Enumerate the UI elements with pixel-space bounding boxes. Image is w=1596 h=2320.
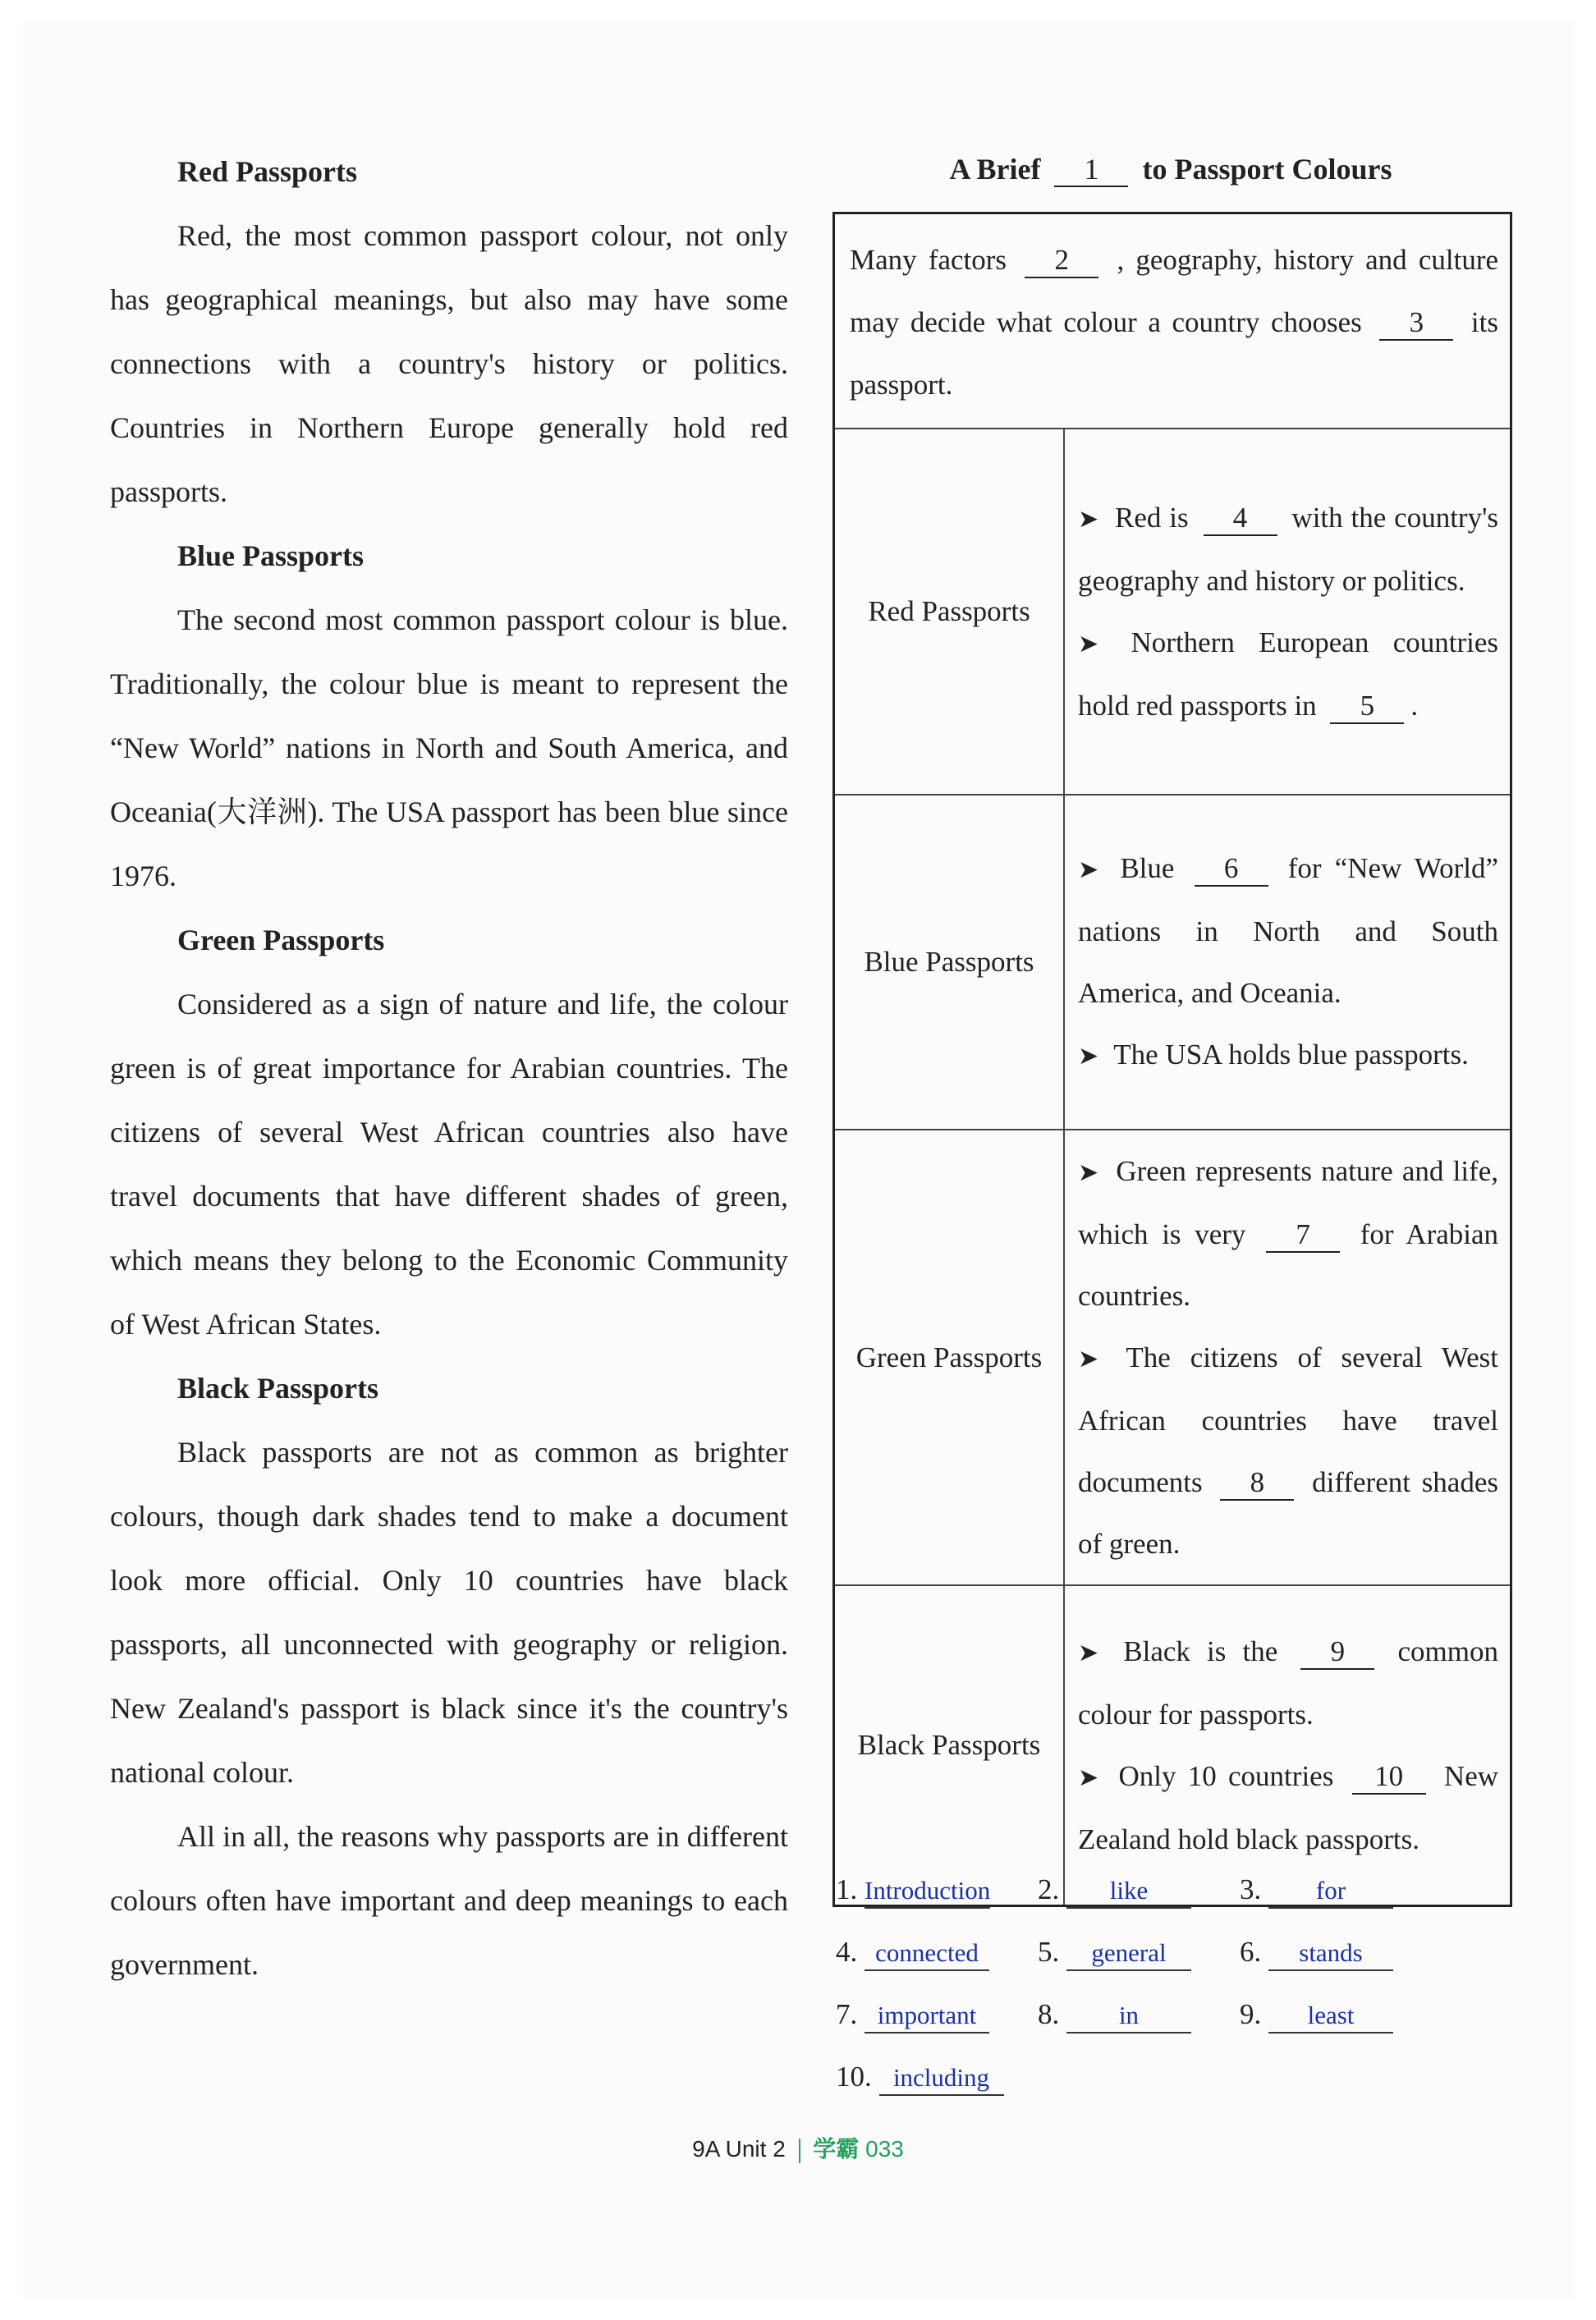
- footer-divider: [799, 2139, 800, 2163]
- intro-text-3: its passport.: [850, 306, 1498, 401]
- blank-1: 1: [1054, 153, 1128, 187]
- black-details: [1064, 1585, 1511, 1905]
- blank-3: 3: [1379, 306, 1453, 341]
- answer-item: [836, 2061, 1004, 2096]
- black-text-1a: Black is the: [1123, 1635, 1278, 1667]
- black-paragraph: Black passports are not as common as brighter colours, though dark shades tend to make a document look more official. Only 10 countries have black passports, all unconnected with geography or religion. New Zealand's passport is black since it's the country's national colour.: [110, 1436, 788, 1789]
- arrow-bullet-icon: ➤: [1078, 1043, 1099, 1070]
- green-point-2: [1078, 1327, 1498, 1575]
- answer-number: 2.: [1038, 1873, 1060, 1905]
- answer-item: [1240, 1873, 1393, 1909]
- answer-item: [1240, 1998, 1393, 2033]
- arrow-bullet-icon: ➤: [1078, 1346, 1099, 1373]
- answer-item: [836, 1998, 989, 2033]
- answer-row: [836, 1998, 1509, 2061]
- table-title-post: to Passport Colours: [1142, 153, 1392, 186]
- arrow-bullet-icon: ➤: [1078, 856, 1099, 883]
- green-text-1a: Green represents nature and life, which is very: [1078, 1155, 1498, 1250]
- blue-text-2: The USA holds blue passports.: [1113, 1038, 1469, 1071]
- arrow-bullet-icon: ➤: [1078, 1763, 1099, 1791]
- red-point-1: [1078, 487, 1498, 612]
- green-text-1b: for Arabian countries.: [1078, 1218, 1499, 1312]
- page-footer: [0, 2131, 1596, 2164]
- answer-item: [836, 1873, 990, 1909]
- blank-10: 10: [1352, 1760, 1426, 1795]
- answer-value: including: [879, 2061, 1004, 2096]
- green-section-title: Green Passports: [177, 924, 385, 956]
- green-text-2b: different shades of green.: [1078, 1466, 1499, 1560]
- conclusion-paragraph: All in all, the reasons why passports are in different colours often have important and deep meanings to each government.: [110, 1820, 788, 1981]
- black-label: Black Passports: [834, 1585, 1065, 1905]
- red-text-1a: Red is: [1115, 502, 1189, 534]
- red-text-2a: Northern European countries hold red passports in: [1078, 626, 1498, 722]
- answer-item: [1038, 1998, 1191, 2033]
- intro-text-1: Many factors: [850, 244, 1007, 276]
- answer-item: [836, 1936, 989, 1971]
- blank-8: 8: [1220, 1466, 1294, 1501]
- blue-section-title: Blue Passports: [177, 539, 365, 572]
- red-paragraph: Red, the most common passport colour, not only has geographical meanings, but also may have some connections with a country's history or politics. Countries in Northern Europe generally hold red passports.: [110, 219, 788, 508]
- blank-6: 6: [1195, 852, 1268, 887]
- blue-label: Blue Passports: [834, 795, 1065, 1130]
- blue-point-1: [1078, 837, 1498, 1024]
- answer-value: least: [1268, 1999, 1393, 2033]
- intro-cell: [834, 213, 1511, 429]
- blank-4: 4: [1204, 502, 1277, 536]
- answer-number: 10.: [836, 2061, 872, 2093]
- answer-number: 8.: [1038, 1998, 1060, 2030]
- answer-value: connected: [864, 1937, 989, 1971]
- answer-value: stands: [1268, 1937, 1393, 1971]
- red-text-1b: with the country's geography and history or politics.: [1078, 502, 1499, 597]
- answer-value: like: [1066, 1874, 1191, 1909]
- black-point-2: [1078, 1745, 1498, 1870]
- intro-text-2: , geography, history and culture may decide what colour a country chooses: [850, 244, 1499, 338]
- answer-key: [836, 1873, 1509, 2123]
- answer-value: for: [1268, 1874, 1393, 1909]
- black-text-2b: New Zealand hold black passports.: [1078, 1759, 1499, 1855]
- black-section-title: Black Passports: [177, 1372, 379, 1405]
- green-point-1: [1078, 1140, 1498, 1327]
- blank-2: 2: [1025, 244, 1098, 278]
- article-column: [110, 140, 788, 1997]
- footer-unit: 9A Unit 2: [692, 2136, 786, 2162]
- answer-number: 5.: [1038, 1936, 1060, 1968]
- answer-number: 6.: [1240, 1936, 1262, 1968]
- blue-text-1a: Blue: [1120, 852, 1175, 884]
- red-text-2b: .: [1410, 690, 1419, 722]
- blue-point-2: [1078, 1024, 1498, 1087]
- arrow-bullet-icon: ➤: [1078, 630, 1099, 658]
- arrow-bullet-icon: ➤: [1078, 1639, 1099, 1667]
- table-title-pre: A Brief: [949, 153, 1041, 186]
- answer-item: [1038, 1936, 1191, 1971]
- green-text-2a: The citizens of several West African countries have travel documents: [1078, 1341, 1498, 1498]
- green-details: [1064, 1130, 1511, 1585]
- red-details: [1064, 429, 1511, 795]
- black-text-2a: Only 10 countries: [1118, 1759, 1334, 1792]
- answer-row: [836, 1936, 1509, 1998]
- footer-brand: 学霸: [813, 2136, 860, 2162]
- arrow-bullet-icon: ➤: [1078, 1159, 1099, 1186]
- answer-value: important: [864, 1999, 989, 2033]
- passport-colours-table: [832, 212, 1512, 1907]
- blank-9: 9: [1300, 1635, 1374, 1670]
- answer-value: Introduction: [864, 1874, 990, 1909]
- blank-7: 7: [1266, 1218, 1340, 1253]
- answer-item: [1240, 1936, 1393, 1971]
- blue-row: [834, 795, 1511, 1130]
- answer-value: in: [1066, 1999, 1191, 2033]
- red-section-title: Red Passports: [177, 155, 358, 188]
- table-title: [831, 140, 1511, 199]
- black-row: [834, 1585, 1511, 1905]
- black-point-1: [1078, 1621, 1498, 1745]
- answer-value: general: [1066, 1937, 1191, 1971]
- answer-row: [836, 2061, 1509, 2123]
- arrow-bullet-icon: ➤: [1078, 506, 1099, 533]
- blue-paragraph: The second most common passport colour is blue. Traditionally, the colour blue is meant to represent the “New World” nations in North and South America, and Oceania(大洋洲). The USA passport has been blue since 1976.: [110, 603, 788, 892]
- green-row: [834, 1130, 1511, 1585]
- blue-details: [1064, 795, 1511, 1130]
- answer-number: 7.: [836, 1998, 858, 2030]
- answer-number: 1.: [836, 1873, 858, 1905]
- answer-number: 3.: [1240, 1873, 1262, 1905]
- answer-number: 9.: [1240, 1998, 1262, 2030]
- blank-5: 5: [1330, 690, 1404, 724]
- answer-item: [1038, 1873, 1191, 1909]
- answer-row: [836, 1873, 1509, 1936]
- page-number: 033: [865, 2136, 904, 2162]
- answer-number: 4.: [836, 1936, 858, 1968]
- red-point-2: [1078, 612, 1498, 736]
- red-label: Red Passports: [834, 429, 1065, 795]
- black-text-1b: common colour for passports.: [1078, 1635, 1498, 1731]
- green-label: Green Passports: [834, 1130, 1065, 1585]
- blue-text-1b: for “New World” nations in North and South America, and Oceania.: [1078, 852, 1499, 1009]
- green-paragraph: Considered as a sign of nature and life, the colour green is of great importance for Arabian countries. The citizens of several West African countries also have travel documents that have different shades of green, which means they belong to the Economic Community of West African States.: [110, 988, 788, 1341]
- red-row: [834, 429, 1511, 795]
